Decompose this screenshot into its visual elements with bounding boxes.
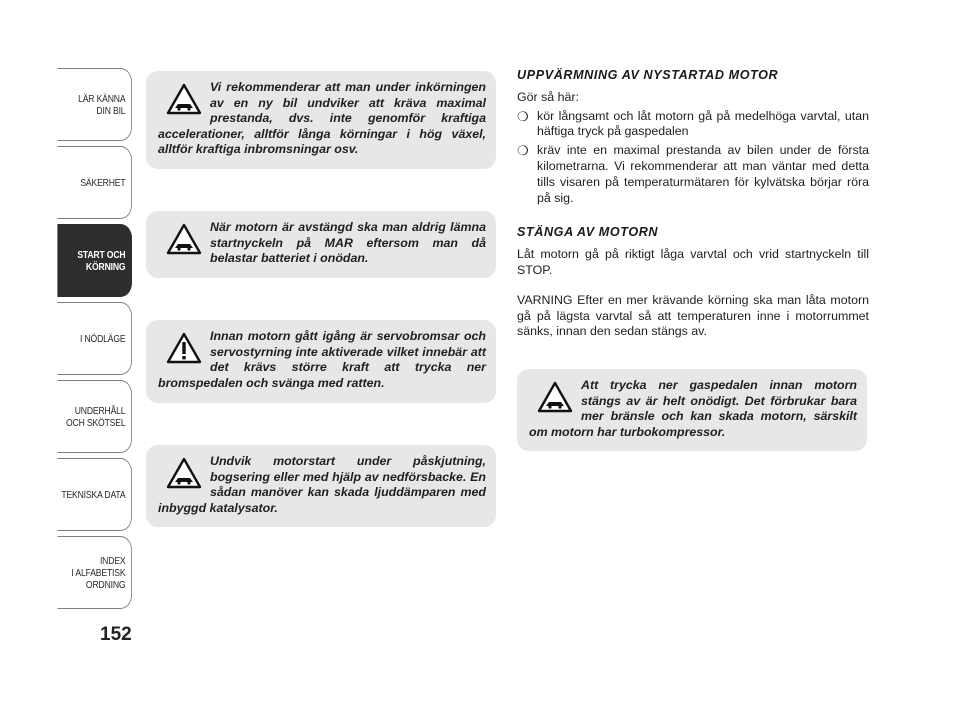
bullet-circle-icon: ❍ [517,143,529,159]
warning-text: Vi rekommenderar att man under inkörningen av en ny bil undviker att kräva maximal prestanda, dvs. inte genomför kraftiga accelerationer, alltför långa körningar i hög växel, alltför kraftiga inbromsningar osv. [158,80,486,157]
chapter-tab-label: INDEX I ALFABETISK ORDNING [57,536,132,609]
warning-box [146,445,496,527]
car-warning-icon [166,456,202,490]
list-item [517,143,869,206]
chapter-tab-label: SÄKERHET [57,146,132,219]
warning-box [146,71,496,169]
chapter-tab-start-och-korning[interactable] [41,224,132,297]
chapter-tab-sakerhet[interactable] [41,146,132,219]
list-item-text: kräv inte en maximal prestanda av bilen under de första kilometrarna. Vi rekommenderar att man väntar med detta tills visaren på temperaturmätaren för kylvätska börjar röra på sig. [537,143,869,205]
car-warning-icon [166,222,202,256]
page-number: 152 [100,624,132,645]
chapter-tab-label: I NÖDLÄGE [57,302,132,375]
section-heading-warmup: UPPVÄRMNING AV NYSTARTAD MOTOR [517,68,779,82]
car-warning-icon [537,380,573,414]
list-item [517,109,869,141]
warning-box [146,320,496,403]
chapter-tab-index[interactable] [41,536,132,609]
warning-text: När motorn är avstängd ska man aldrig lämna startnyckeln på MAR eftersom man då belastar batteriet i onödan. [210,220,486,266]
exclamation-warning-icon [166,331,202,365]
section-heading-shutdown: STÄNGA AV MOTORN [517,225,659,240]
chapter-tab-underhall[interactable] [41,380,132,453]
chapter-tab-i-nodlage[interactable] [41,302,132,375]
list-item-text: kör långsamt och låt motorn gå på medelhöga varvtal, utan häftiga tryck på gaspedalen [537,108,869,139]
main-text-column [517,68,869,340]
chapter-tab-label: LÄR KÄNNA DIN BIL [57,68,132,141]
warning-text: Innan motorn gått igång är servobromsar och servostyrning inte aktiverade vilket innebär att det krävs större kraft att trycka ner bromspedalen och svänga med ratten. [158,329,486,390]
spacer [517,209,869,225]
warning-text: Undvik motorstart under påskjutning, bogsering eller med hjälp av nedförsbacke. En sådan manöver kan skada ljuddämparen med inbyggd katalysator. [158,454,486,515]
bullet-list [517,109,869,207]
spacer [517,279,869,293]
chapter-tab-label: UNDERHÅLL OCH SKÖTSEL [57,380,132,453]
car-warning-icon [166,82,202,116]
chapter-tab-label: TEKNISKA DATA [57,458,132,531]
warning-text: Att trycka ner gaspedalen innan motorn stängs av är helt onödigt. Det förbrukar bara mer bränsle och kan skada motorn, särskilt om motorn har turbokompressor. [529,378,857,439]
paragraph: Låt motorn gå på riktigt låga varvtal och vrid startnyckeln till STOP. [517,247,869,277]
chapter-tab-label: START OCH KÖRNING [57,224,132,297]
chapter-tab-lar-kanna[interactable] [41,68,132,141]
warning-box [517,369,867,451]
intro-text: Gör så här: [517,89,579,104]
warning-box [146,211,496,278]
bullet-circle-icon: ❍ [517,108,529,124]
chapter-tab-tekniska-data[interactable] [41,458,132,531]
paragraph: VARNING Efter en mer krävande körning ska man låta motorn gå på lägsta varvtal så att temperaturen inne i motorrummet sänks, innan den sedan stängs av. [517,292,869,339]
